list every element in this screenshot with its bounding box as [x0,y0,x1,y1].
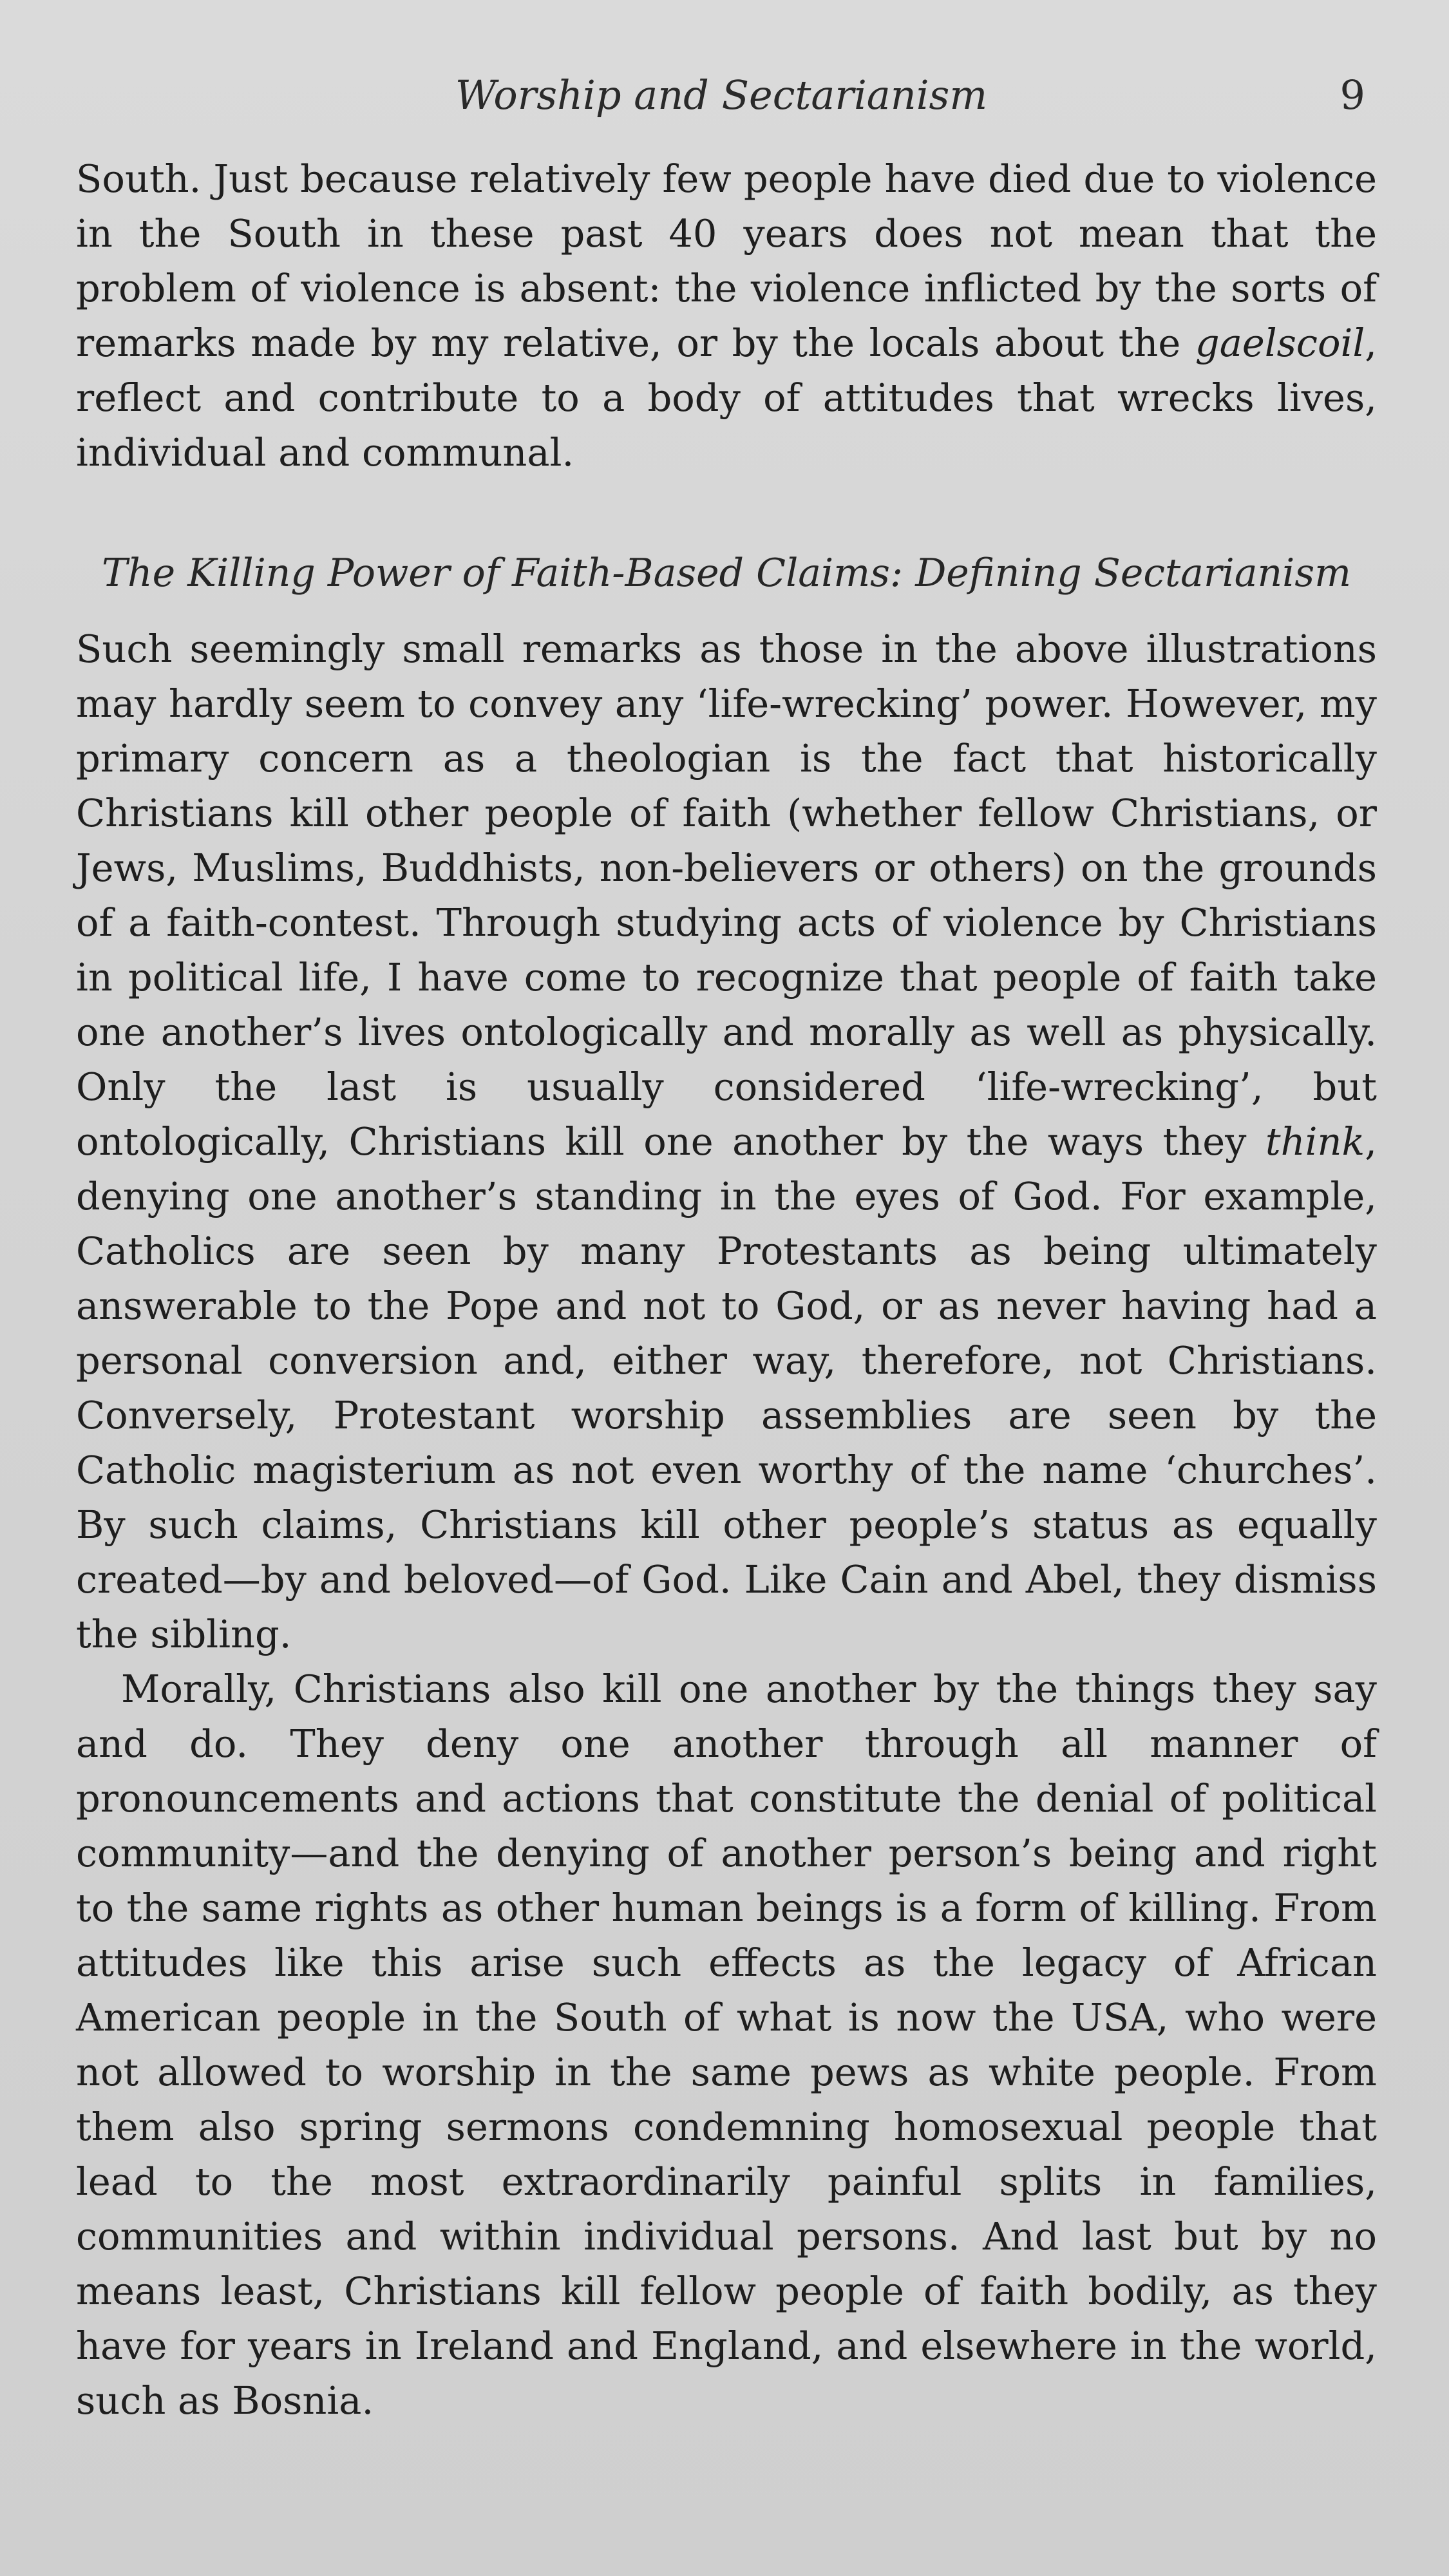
section-body [76,621,1377,2428]
paragraph-1 [76,151,1377,480]
paragraph-2-emphasis: think [1265,1119,1365,1164]
paragraph-1-text-b: , reflect and contribute to a body of attitudes that wrecks lives, individual and communal. [76,321,1377,475]
paragraph-1-emphasis: gaelscoil [1195,321,1365,365]
paragraph-1-text-a: South. Just because relatively few people have died due to violence in the South in these past 40 years does not mean that the problem of violence is absent: the violence inflicted by the sorts of remarks made by my relative, or by the locals about the [76,156,1377,365]
paragraph-2 [76,621,1377,1662]
page-number: 9 [1340,71,1365,118]
paragraph-3: Morally, Christians also kill one another by the things they say and do. They deny one another through all manner of pronouncements and actions that constitute the denial of political community—and the denying of another person’s being and right to the same rights as other human beings is a form of killing. From attitudes like this arise such effects as the legacy of African American people in the South of what is now the USA, who were not allowed to worship in the same pews as white people. From them also spring sermons condemning homosexual people that lead to the most extraordinarily painful splits in families, communities and within individual persons. And last but by no means least, Christians kill fellow people of faith bodily, as they have for years in Ireland and England, and elsewhere in the world, such as Bosnia. [76,1667,1377,2423]
section-heading: The Killing Power of Faith-Based Claims: Defining Sectarianism [101,551,1352,596]
paragraph-2-text-b: , denying one another’s standing in the eyes of God. For example, Catholics are seen by many Protestants as being ultimately answerable to the Pope and not to God, or as never having had a personal conversion and, either way, therefore, not Christians. Conversely, Protestant worship assemblies are seen by the Catholic magisterium as not even worthy of the name ‘churches’. By such claims, Christians kill other people’s status as equally created—by and beloved—of God. Like Cain and Abel, they dismiss the sibling. [76,1119,1377,1656]
running-title: Worship and Sectarianism [455,71,988,118]
paragraph-continued [76,151,1377,480]
paragraph-2-text-a: Such seemingly small remarks as those in the above illustrations may hardly seem to convey any ‘life-wrecking’ power. However, my primary concern as a theologian is the fact that historically Christians kill other people of faith (whether fellow Christians, or Jews, Muslims, Buddhists, non-believers or others) on the grounds of a faith-contest. Through studying acts of violence by Christians in political life, I have come to recognize that people of faith take one another’s lives ontologically and morally as well as physically. Only the last is usually considered ‘life-wrecking’, but ontologically, Christians kill one another by the ways they [76,627,1377,1164]
running-head [77,70,1365,128]
